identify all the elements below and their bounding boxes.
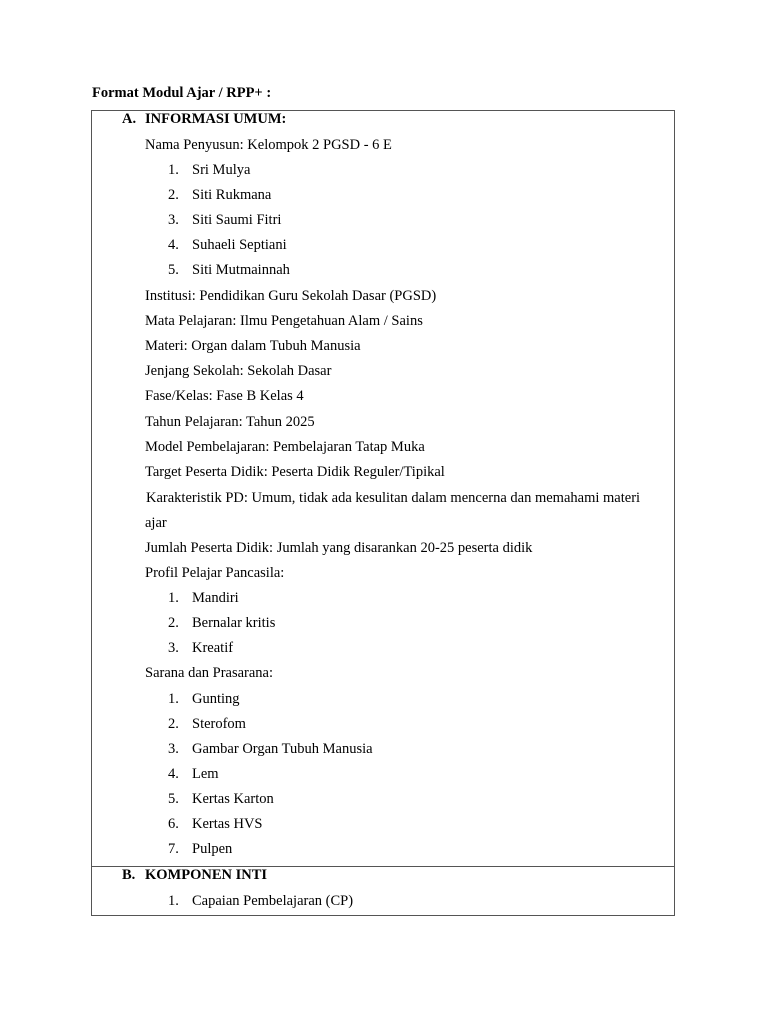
komponen-item: Capaian Pembelajaran (CP) — [192, 893, 354, 909]
sarana-item: Lem — [192, 766, 219, 782]
section-a-letter: A. — [122, 111, 137, 127]
sarana-item: Gambar Organ Tubuh Manusia — [192, 741, 373, 757]
profil-item: Kreatif — [192, 640, 234, 656]
member-name: Siti Saumi Fitri — [192, 212, 282, 228]
mapel-line: Mata Pelajaran: Ilmu Pengetahuan Alam / Sains — [145, 313, 423, 329]
section-a-title: INFORMASI UMUM: — [145, 111, 287, 127]
model-line: Model Pembelajaran: Pembelajaran Tatap Muka — [145, 439, 425, 455]
section-b-title: KOMPONEN INTI — [145, 867, 268, 883]
tahun-line: Tahun Pelajaran: Tahun 2025 — [145, 414, 315, 430]
target-line: Target Peserta Didik: Peserta Didik Reguler/Tipikal — [145, 464, 445, 480]
sarana-label: Sarana dan Prasarana: — [145, 665, 274, 681]
profil-item: Bernalar kritis — [192, 615, 276, 631]
sarana-item: Kertas Karton — [192, 791, 274, 807]
sarana-item: Pulpen — [192, 841, 233, 857]
jumlah-line: Jumlah Peserta Didik: Jumlah yang disarankan 20-25 peserta didik — [145, 540, 533, 556]
sarana-item: Gunting — [192, 691, 240, 707]
materi-line: Materi: Organ dalam Tubuh Manusia — [145, 338, 361, 354]
sarana-item: Sterofom — [192, 716, 246, 732]
section-b-letter: B. — [122, 867, 136, 883]
karakteristik-line-cont: ajar — [145, 515, 167, 531]
profil-label: Profil Pelajar Pancasila: — [145, 565, 285, 581]
karakteristik-line: Karakteristik PD: Umum, tidak ada kesulitan dalam mencerna dan memahami materi — [146, 490, 641, 506]
profil-item: Mandiri — [192, 590, 239, 606]
document-title: Format Modul Ajar / RPP+ : — [92, 85, 272, 101]
member-name: Siti Mutmainnah — [192, 262, 290, 278]
fase-line: Fase/Kelas: Fase B Kelas 4 — [145, 388, 304, 404]
member-name: Suhaeli Septiani — [192, 237, 287, 253]
jenjang-line: Jenjang Sekolah: Sekolah Dasar — [145, 363, 332, 379]
institusi-line: Institusi: Pendidikan Guru Sekolah Dasar (PGSD) — [145, 288, 437, 304]
penyusun-line: Nama Penyusun: Kelompok 2 PGSD - 6 E — [145, 137, 392, 153]
member-name: Siti Rukmana — [192, 187, 272, 203]
sarana-item: Kertas HVS — [192, 816, 263, 832]
member-name: Sri Mulya — [192, 162, 251, 178]
